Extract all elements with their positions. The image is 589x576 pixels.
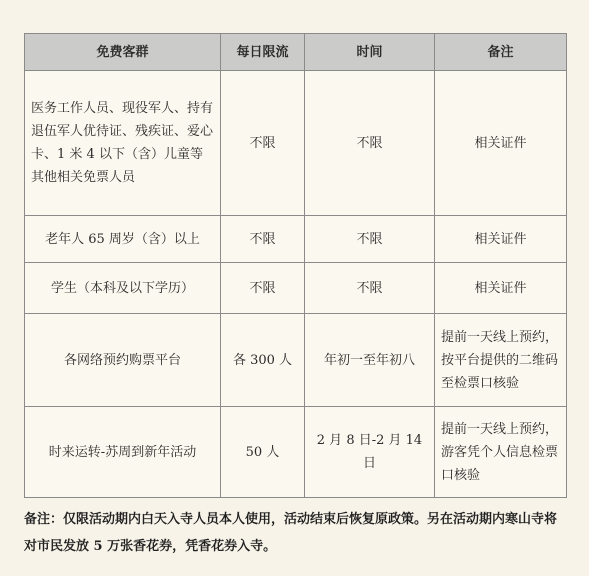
cell-time: 不限 [305, 263, 435, 314]
cell-group: 时来运转-苏周到新年活动 [25, 407, 221, 498]
cell-daily-limit: 不限 [221, 216, 305, 263]
cell-time: 不限 [305, 71, 435, 216]
cell-remarks: 相关证件 [435, 263, 567, 314]
table-row [25, 263, 567, 314]
cell-group: 学生（本科及以下学历） [25, 263, 221, 314]
cell-time: 不限 [305, 216, 435, 263]
table-row [25, 216, 567, 263]
cell-group: 老年人 65 周岁（含）以上 [25, 216, 221, 263]
cell-group: 医务工作人员、现役军人、持有退伍军人优待证、残疾证、爱心卡、1 米 4 以下（含）儿童等其他相关免票人员 [25, 71, 221, 216]
table-row [25, 71, 567, 216]
cell-time: 2 月 8 日-2 月 14 日 [305, 407, 435, 498]
cell-remarks: 提前一天线上预约，游客凭个人信息检票口核验 [435, 407, 567, 498]
policy-note: 备注：仅限活动期内白天入寺人员本人使用，活动结束后恢复原政策。另在活动期内寒山寺将对市民发放 5 万张香花券，凭香花券入寺。 [24, 512, 558, 554]
free-admission-table [24, 33, 567, 498]
table-header-row [25, 34, 567, 71]
cell-group: 各网络预约购票平台 [25, 314, 221, 407]
cell-remarks: 相关证件 [435, 216, 567, 263]
cell-time: 年初一至年初八 [305, 314, 435, 407]
cell-daily-limit: 50 人 [221, 407, 305, 498]
cell-remarks: 相关证件 [435, 71, 567, 216]
table-row [25, 407, 567, 498]
cell-daily-limit: 不限 [221, 263, 305, 314]
header-remarks: 备注 [435, 34, 567, 71]
cell-remarks: 提前一天线上预约，按平台提供的二维码至检票口核验 [435, 314, 567, 407]
cell-daily-limit: 各 300 人 [221, 314, 305, 407]
cell-daily-limit: 不限 [221, 71, 305, 216]
header-group: 免费客群 [25, 34, 221, 71]
header-time: 时间 [305, 34, 435, 71]
header-daily-limit: 每日限流 [221, 34, 305, 71]
ticket-policy-table-container [24, 33, 566, 498]
table-row [25, 314, 567, 407]
